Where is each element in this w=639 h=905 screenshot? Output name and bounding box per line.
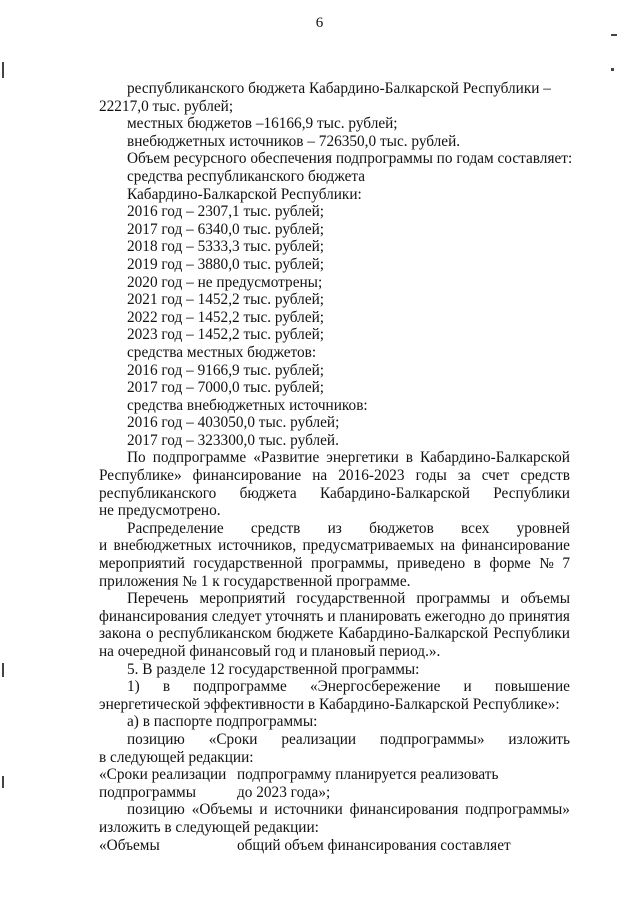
margin-mark-left-middle: [2, 663, 4, 677]
text-line: на очередной финансовый год и плановый период.».: [99, 643, 441, 660]
text-line: [99, 784, 570, 802]
column-right-text: до 2023 года»;: [237, 783, 331, 801]
text-line: [99, 766, 570, 784]
text-line: 2022 год – 1452,2 тыс. рублей;: [127, 308, 325, 326]
text-line: позицию «Объемы и источники финансирования подпрограммы»: [127, 801, 570, 819]
margin-mark-right-top: [611, 34, 617, 36]
text-line: Распределение средств из бюджетов всех уровней: [127, 519, 570, 537]
text-line: 1) в подпрограмме «Энергосбережение и повышение: [127, 678, 570, 696]
text-line: 5. В разделе 12 государственной программы:: [127, 660, 420, 678]
text-line: 2021 год – 1452,2 тыс. рублей;: [127, 291, 325, 309]
margin-mark-left-top: [2, 62, 4, 78]
text-line: Перечень мероприятий государственной программы и объемы: [127, 590, 570, 608]
page-number: 6: [315, 15, 324, 31]
text-line: 2016 год – 9166,9 тыс. рублей;: [127, 361, 325, 379]
column-right-text: подпрограмму планируется реализовать: [237, 766, 499, 784]
text-line: внебюджетных источников – 726350,0 тыс. рублей.: [127, 132, 461, 150]
document-body: [99, 80, 573, 854]
text-line: 2018 год – 5333,3 тыс. рублей;: [127, 238, 325, 256]
text-line: 2023 год – 1452,2 тыс. рублей;: [127, 326, 325, 344]
text-line: 2016 год – 2307,1 тыс. рублей;: [127, 203, 325, 221]
text-line: Республике» финансирование на 2016-2023 годы за счет средств: [99, 467, 570, 485]
text-line: и внебюджетных источников, предусматриваемых на финансирование: [99, 537, 570, 555]
text-line: 2017 год – 323300,0 тыс. рублей.: [127, 431, 339, 449]
text-line: 2017 год – 6340,0 тыс. рублей;: [127, 220, 325, 238]
text-line: 22217,0 тыс. рублей;: [99, 97, 234, 115]
text-line: средства республиканского бюджета: [127, 167, 366, 185]
margin-mark-right-second: [611, 68, 614, 71]
text-line: финансирования следует уточнять и планировать ежегодно до принятия: [99, 607, 570, 625]
text-line: не предусмотрено.: [99, 502, 221, 520]
text-line: изложить в следующей редакции:: [99, 818, 319, 836]
text-line: Кабардино-Балкарской Республики:: [127, 185, 362, 203]
text-line: По подпрограмме «Развитие энергетики в Кабардино-Балкарской: [127, 449, 570, 467]
text-line: республиканского бюджета Кабардино-Балкарской Республики –: [127, 80, 551, 97]
text-line: а) в паспорте подпрограммы:: [127, 713, 318, 731]
text-line: местных бюджетов –16166,9 тыс. рублей;: [127, 115, 398, 133]
text-line: 2019 год – 3880,0 тыс. рублей;: [127, 255, 325, 273]
column-left-text: подпрограммы: [99, 783, 197, 801]
text-line: приложения № 1 к государственной программе.: [99, 572, 411, 590]
text-line: мероприятий государственной программы, приведено в форме № 7: [99, 555, 570, 573]
text-line: энергетической эффективности в Кабардино-Балкарской Республике»:: [99, 695, 560, 713]
text-line: 2017 год – 7000,0 тыс. рублей;: [127, 379, 325, 397]
margin-mark-left-bottom: [2, 776, 4, 788]
text-line: [99, 837, 570, 855]
column-left-text: «Объемы: [99, 836, 160, 854]
text-line: 2020 год – не предусмотрены;: [127, 273, 323, 291]
column-left-text: «Сроки реализации: [99, 766, 227, 784]
text-line: Объем ресурсного обеспечения подпрограммы по годам составляет:: [127, 150, 573, 168]
text-line: средства местных бюджетов:: [127, 343, 317, 361]
text-line: позицию «Сроки реализации подпрограммы» изложить: [127, 730, 570, 748]
text-line: средства внебюджетных источников:: [127, 396, 368, 414]
text-line: республиканского бюджета Кабардино-Балкарской Республики: [99, 484, 570, 502]
text-line: в следующей редакции:: [99, 748, 254, 766]
text-line: закона о республиканском бюджете Кабардино-Балкарской Республики: [99, 625, 570, 643]
text-line: 2016 год – 403050,0 тыс. рублей;: [127, 414, 340, 432]
column-right-text: общий объем финансирования составляет: [237, 836, 511, 854]
